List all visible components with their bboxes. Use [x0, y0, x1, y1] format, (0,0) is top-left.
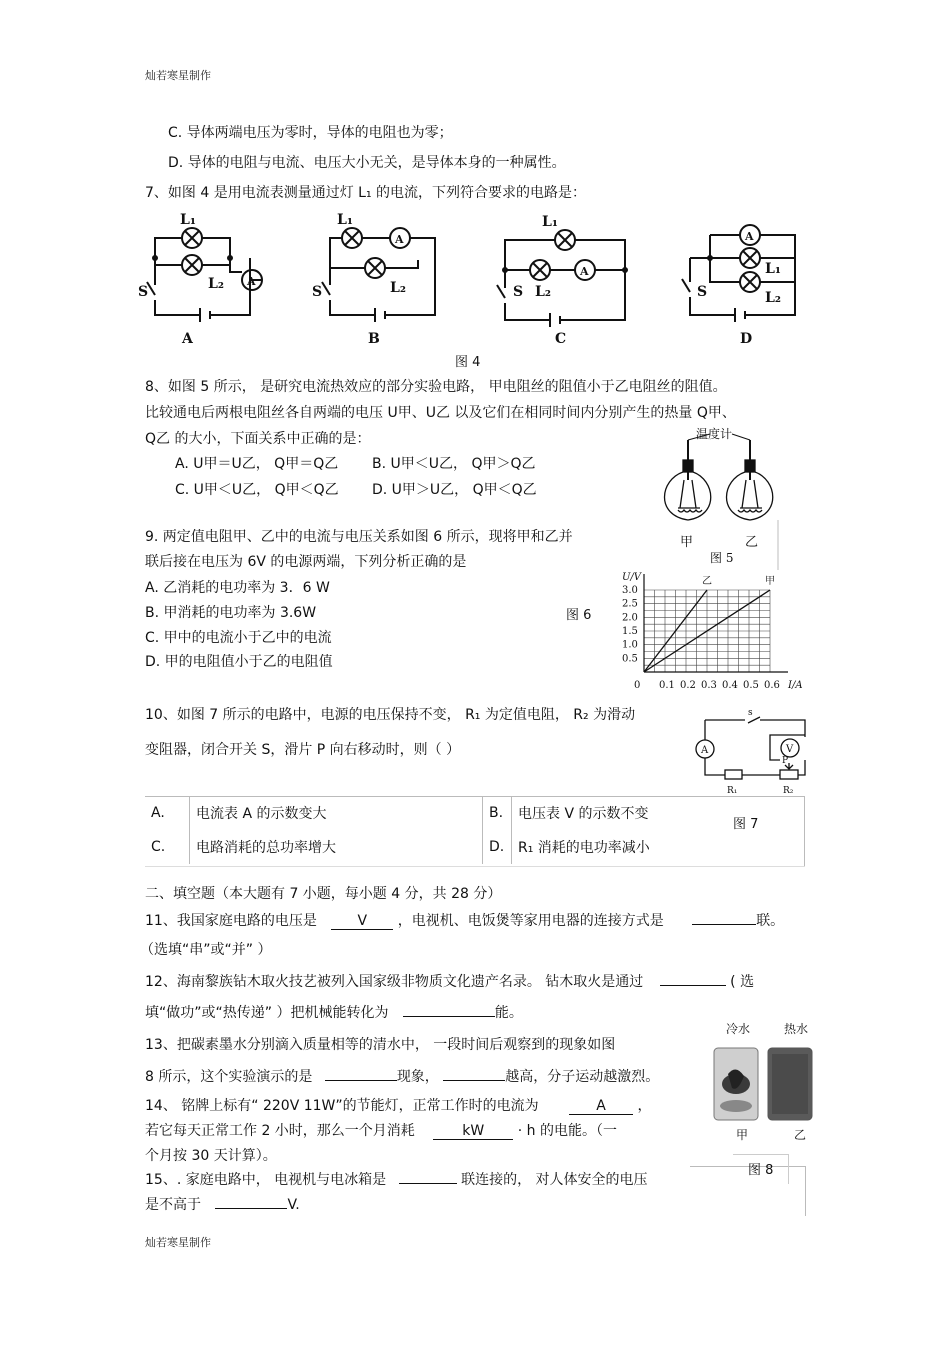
q8-option-d: D. U甲＞U乙， Q甲＜Q乙	[372, 482, 537, 498]
circuit-b-label: B	[368, 331, 380, 347]
q13-factor-blank[interactable]	[443, 1080, 505, 1081]
q12-line-2	[145, 1004, 523, 1022]
figure-7-slider-label: P	[782, 756, 789, 766]
q8-option-b: B. U甲＜U乙， Q甲＞Q乙	[372, 456, 536, 472]
chart-x-tick-label: 0.4	[722, 680, 738, 691]
q15-line-2	[145, 1196, 300, 1214]
q11-text-a: 11、我国家庭电路的电压是	[145, 913, 317, 929]
q9-option-a: A. 乙消耗的电功率为 3．6 W	[145, 580, 330, 596]
circuit-c-l2: L₂	[535, 284, 551, 300]
figure-7-switch-label: s	[748, 708, 753, 718]
chart-series-label: 乙	[702, 576, 712, 587]
q13-phenomenon-blank[interactable]	[325, 1080, 397, 1081]
q14-text-d: · h 的电能。（一	[517, 1123, 617, 1139]
q9-option-c: C. 甲中的电流小于乙中的电流	[145, 630, 332, 646]
figure-7-circuit	[690, 705, 815, 800]
q15-voltage-blank[interactable]	[215, 1208, 287, 1209]
q11-text-c: 联。	[756, 913, 785, 929]
chart-x-tick-label: 0	[634, 680, 641, 691]
figure-8-cold-label: 冷水	[726, 1022, 751, 1036]
figure-7-ammeter-label: A	[701, 745, 709, 756]
q15-text-d: V.	[287, 1197, 300, 1213]
q12-text-a: 12、海南黎族钻木取火技艺被列入国家级非物质文化遗产名录。 钻木取火是通过	[145, 974, 644, 990]
q13-text-c: 越高，分子运动越激烈。	[505, 1069, 660, 1085]
chart-y-tick-label: 2.5	[622, 598, 638, 610]
q8-line-1: 8、如图 5 所示， 是研究电流热效应的部分实验电路， 甲电阻丝的阻值小于乙电阻丝的阻值。	[145, 379, 727, 395]
q12-text-b: ( 选	[730, 974, 755, 990]
circuit-b-l1: L₁	[337, 212, 353, 228]
figure-5-thermometer-label: 温度计	[696, 427, 733, 441]
circuit-d-l2: L₂	[765, 290, 781, 306]
q11-text-b: ，电视机、电饭煲等家用电器的连接方式是	[397, 913, 664, 929]
chart-y-tick-label: 1.5	[622, 626, 638, 637]
circuit-c-label: C	[555, 331, 567, 347]
q12-text-d: 能。	[494, 1005, 523, 1021]
figure-5-jia-label: 甲	[680, 535, 694, 550]
figure-5-caption: 图 5	[710, 551, 734, 565]
q12-text-c: 填“做功”或“热传递” ）把机械能转化为	[145, 1005, 389, 1021]
circuit-b-l2: L₂	[390, 280, 406, 296]
q10-option-text: 电压表 V 的示数不变	[512, 796, 795, 830]
q9-line-1: 9. 两定值电阻甲、乙中的电流与电压关系如图 6 所示，现将甲和乙并	[145, 529, 573, 545]
figure-7-caption: 图 7	[733, 817, 759, 832]
chart-y-tick-label: 3.0	[622, 585, 638, 596]
chart-x-tick-label: 0.1	[659, 680, 675, 691]
figure-7-r1-label: R₁	[727, 786, 738, 796]
q7-text: 7、如图 4 是用电流表测量通过灯 L₁ 的电流，下列符合要求的电路是：	[145, 185, 587, 201]
chart-x-tick-label: 0.3	[701, 680, 717, 691]
q14-text-b: ，	[637, 1098, 652, 1114]
circuit-b	[322, 228, 435, 322]
q15-connection-blank[interactable]	[399, 1183, 457, 1184]
q10-line-2: 变阻器，闭合开关 S，滑片 P 向右移动时，则（ ）	[145, 742, 461, 758]
q15-text-a: 15、. 家庭电路中， 电视机与电冰箱是	[145, 1172, 387, 1188]
page-header: 灿若寒星制作	[145, 69, 211, 82]
chart-y-tick-label: 0.5	[622, 653, 638, 665]
circuit-a-l2: L₂	[208, 276, 224, 292]
q10-option-key: D.	[483, 830, 512, 864]
q6-option-d: D. 导体的电阻与电流、电压大小无关，是导体本身的一种属性。	[168, 155, 566, 171]
circuit-b-ammeter: A	[395, 233, 404, 246]
q9-option-d: D. 甲的电阻值小于乙的电阻值	[145, 654, 333, 670]
q10-line-1: 10、如图 7 所示的电路中，电源的电压保持不变， R₁ 为定值电阻， R₂ 为滑动	[145, 707, 636, 723]
q15-text-b: 联连接的， 对人体安全的电压	[461, 1172, 648, 1188]
chart-y-axis-label: U/V	[622, 572, 642, 583]
q6-option-c: C. 导体两端电压为零时，导体的电阻也为零；	[168, 125, 453, 141]
q8-option-a: A. U甲＝U乙， Q甲＝Q乙	[175, 456, 339, 472]
q12-method-blank[interactable]	[660, 985, 726, 986]
q8-option-c: C. U甲＜U乙， Q甲＜Q乙	[175, 482, 339, 498]
figure-6-chart	[610, 562, 810, 694]
q14-line-2	[145, 1122, 617, 1140]
q11-line-1	[145, 912, 784, 930]
q12-line-1	[145, 973, 754, 991]
q9-line-2: 联后接在电压为 6V 的电源两端，下列分析正确的是	[145, 554, 467, 570]
figure-8-jia-label: 甲	[736, 1128, 749, 1142]
q11-voltage-blank[interactable]: V	[331, 913, 393, 930]
figure-8-yi-label: 乙	[794, 1128, 807, 1142]
chart-x-axis-label: I/A	[788, 680, 803, 691]
figure-8	[708, 1020, 818, 1190]
circuit-d-l1: L₁	[765, 261, 781, 277]
q13-text-b: 现象，	[396, 1069, 439, 1085]
q14-current-blank[interactable]: A	[569, 1098, 633, 1115]
page-footer: 灿若寒星制作	[145, 1236, 211, 1249]
circuit-a-label: A	[182, 331, 193, 347]
chart-y-tick-label: 1.0	[622, 639, 638, 651]
figure-7-r2-label: R₂	[783, 786, 794, 796]
q14-line-3: 个月按 30 天计算）。	[145, 1148, 277, 1164]
q10-options-row	[145, 796, 794, 830]
q10-option-key: A.	[151, 805, 165, 821]
q11-connection-blank[interactable]	[692, 924, 756, 925]
q13-text-a: 8 所示，这个实验演示的是	[145, 1069, 313, 1085]
q14-line-1	[145, 1097, 652, 1115]
q10-options-table	[145, 796, 794, 864]
q15-text-c: 是不高于	[145, 1197, 201, 1213]
circuit-d-label: D	[740, 331, 753, 347]
q10-option-key: C.	[151, 839, 166, 855]
figure-5-flasks	[650, 420, 790, 570]
q10-option-text: 电路消耗的总功率增大	[190, 830, 483, 864]
q8-line-3: Q乙 的大小，下面关系中正确的是：	[145, 431, 371, 447]
chart-series-label: 甲	[765, 576, 775, 587]
q12-energy-blank[interactable]	[403, 1016, 495, 1017]
chart-x-tick-label: 0.2	[680, 680, 696, 691]
circuit-c-s: S	[513, 284, 524, 300]
figure-8-caption: 图 8	[748, 1163, 774, 1178]
circuit-d-s: S	[697, 284, 708, 300]
circuit-d-ammeter: A	[745, 230, 754, 243]
circuit-a-ammeter: A	[247, 275, 256, 288]
figure-5-yi-label: 乙	[745, 535, 759, 550]
q11-line-2: （选填“串”或“并” ）	[140, 942, 272, 958]
circuit-c-ammeter: A	[580, 265, 589, 278]
q13-line-2	[145, 1068, 659, 1086]
q15-line-1	[145, 1171, 648, 1189]
circuit-a	[147, 228, 262, 322]
chart-y-tick-label: 2.0	[622, 612, 638, 624]
circuit-a-l1: L₁	[180, 212, 196, 228]
figure-8-hot-label: 热水	[784, 1022, 809, 1036]
circuit-c-l1: L₁	[542, 214, 558, 230]
q8-line-2: 比较通电后两根电阻丝各自两端的电压 U甲、U乙 以及它们在相同时间内分别产生的热量 Q甲、	[145, 405, 736, 421]
circuit-a-s: S	[138, 284, 149, 300]
figure-6-caption: 图 6	[566, 608, 592, 623]
figure-7-voltmeter-label: V	[786, 744, 794, 755]
q10-option-text: R₁ 消耗的电功率减小	[512, 830, 795, 864]
q10-option-text: 电流表 A 的示数变大	[190, 796, 483, 830]
circuit-c	[497, 230, 627, 327]
q10-option-key: B.	[483, 796, 512, 830]
q13-line-1: 13、把碳素墨水分别滴入质量相等的清水中， 一段时间后观察到的现象如图	[145, 1037, 616, 1053]
q10-options-row	[145, 830, 794, 864]
section-2-heading: 二、填空题（本大题有 7 小题，每小题 4 分，共 28 分）	[145, 886, 502, 902]
q14-text-c: 若它每天正常工作 2 小时，那么一个月消耗	[145, 1123, 415, 1139]
figure-4-circuits	[120, 210, 820, 350]
figure-8-beakers	[708, 1044, 818, 1124]
figure-4-caption: 图 4	[455, 355, 481, 370]
chart-x-tick-label: 0.5	[743, 680, 759, 691]
q14-text-a: 14、 铭牌上标有“ 220V 11W”的节能灯，正常工作时的电流为	[145, 1098, 539, 1114]
q9-option-b: B. 甲消耗的电功率为 3.6W	[145, 605, 317, 621]
q14-energy-blank[interactable]: kW	[433, 1123, 513, 1140]
chart-x-tick-label: 0.6	[764, 680, 780, 691]
circuit-b-s: S	[312, 284, 323, 300]
